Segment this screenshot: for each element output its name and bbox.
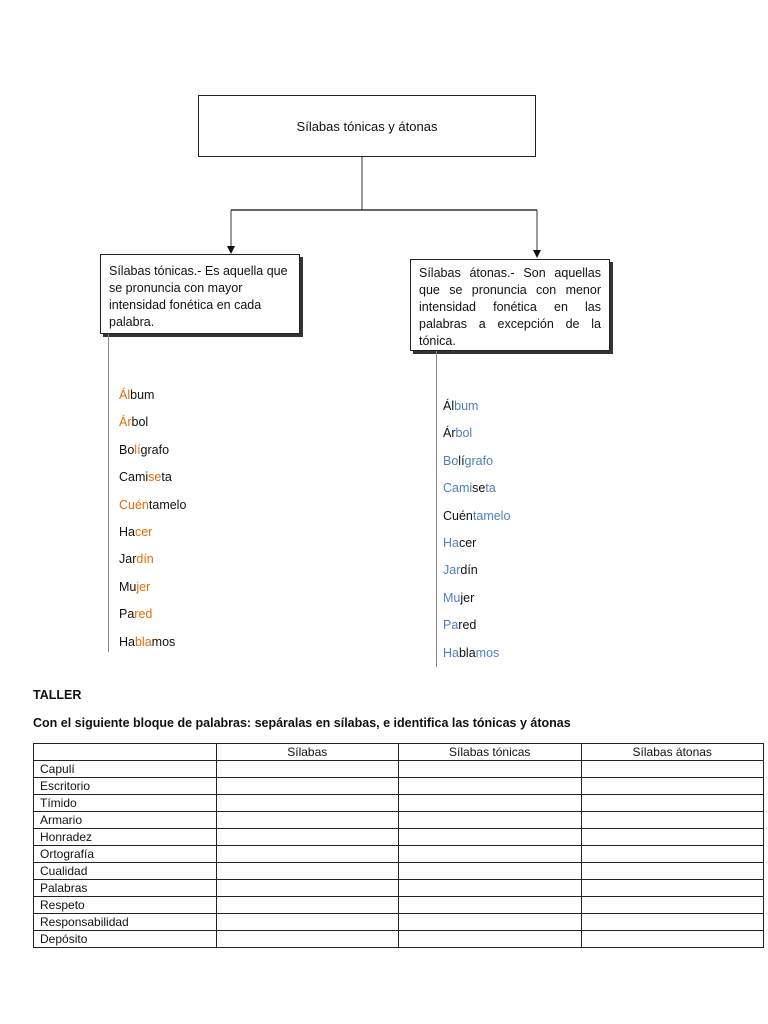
table-row: [34, 863, 764, 880]
tonicas-word: [119, 470, 186, 497]
column-header: [34, 744, 217, 761]
answer-cell[interactable]: [581, 795, 764, 812]
tonicas-word: [119, 635, 186, 662]
answer-cell[interactable]: [399, 829, 582, 846]
syllable: Bo: [443, 453, 459, 468]
word-cell: Tímido: [34, 795, 217, 812]
tonicas-word: [119, 498, 186, 525]
syllable: lí: [458, 453, 465, 468]
answer-cell[interactable]: [216, 863, 399, 880]
syllable: Cami: [443, 481, 473, 496]
diagram-title-box: [198, 95, 536, 157]
syllable: red: [458, 618, 477, 633]
syllable: Jar: [443, 563, 461, 578]
answer-cell[interactable]: [216, 897, 399, 914]
atonas-word: [443, 399, 510, 426]
syllable: jer: [460, 590, 475, 605]
table-row: [34, 812, 764, 829]
tonicas-word: [119, 607, 186, 634]
syllable: cer: [134, 524, 153, 539]
answer-cell[interactable]: [216, 795, 399, 812]
word-cell: Palabras: [34, 880, 217, 897]
atonas-word: [443, 481, 510, 508]
syllable: red: [134, 607, 153, 622]
atonas-word: [443, 454, 510, 481]
syllable: cer: [458, 535, 477, 550]
word-cell: Escritorio: [34, 778, 217, 795]
table-row: [34, 914, 764, 931]
answer-cell[interactable]: [399, 795, 582, 812]
table-row: [34, 931, 764, 948]
answer-cell[interactable]: [581, 829, 764, 846]
column-header: Sílabas tónicas: [399, 744, 582, 761]
answer-cell[interactable]: [216, 812, 399, 829]
syllable: Cuén: [443, 508, 473, 523]
word-cell: Ortografía: [34, 846, 217, 863]
taller-instruction: Con el siguiente bloque de palabras: sepáralas en sílabas, e identifica las tónicas y átonas: [33, 716, 571, 730]
word-cell: Cualidad: [34, 863, 217, 880]
atonas-word: [443, 618, 510, 645]
column-header: Sílabas: [216, 744, 399, 761]
tonicas-definition: Sílabas tónicas.- Es aquella que se pronuncia con mayor intensidad fonética en cada palabra.: [109, 264, 288, 329]
table-row: [34, 778, 764, 795]
syllable: Ár: [119, 415, 132, 430]
answer-cell[interactable]: [581, 863, 764, 880]
syllable: dín: [136, 552, 154, 567]
answer-cell[interactable]: [581, 914, 764, 931]
answer-cell[interactable]: [399, 880, 582, 897]
answer-cell[interactable]: [581, 761, 764, 778]
table-row: [34, 795, 764, 812]
answer-cell[interactable]: [581, 897, 764, 914]
syllable: Jar: [119, 552, 137, 567]
tonicas-word: [119, 415, 186, 442]
answer-cell[interactable]: [399, 863, 582, 880]
atonas-word: [443, 426, 510, 453]
tonicas-word: [119, 552, 186, 579]
syllable: Bo: [119, 442, 135, 457]
answer-cell[interactable]: [399, 812, 582, 829]
syllable: tamelo: [472, 508, 511, 523]
answer-cell[interactable]: [399, 846, 582, 863]
word-cell: Capulí: [34, 761, 217, 778]
syllable: jer: [136, 579, 151, 594]
syllable: grafo: [140, 442, 170, 457]
syllable: Ha: [443, 645, 459, 660]
atonas-word: [443, 646, 510, 673]
table-row: [34, 846, 764, 863]
table-row: [34, 880, 764, 897]
syllable: mos: [151, 634, 176, 649]
syllable: Ha: [443, 535, 459, 550]
answer-cell[interactable]: [216, 880, 399, 897]
syllable: Ál: [443, 399, 455, 413]
answer-cell[interactable]: [581, 812, 764, 829]
syllable: Mu: [443, 590, 461, 605]
answer-cell[interactable]: [216, 914, 399, 931]
workshop-table: [33, 743, 764, 948]
column-header: Sílabas átonas: [581, 744, 764, 761]
syllable: Cami: [119, 470, 149, 485]
syllable: grafo: [464, 453, 494, 468]
word-cell: Respeto: [34, 897, 217, 914]
table-row: [34, 897, 764, 914]
atonas-word: [443, 509, 510, 536]
syllable: ta: [161, 470, 172, 485]
tonicas-definition-box: [100, 254, 300, 334]
syllable: lí: [134, 442, 141, 457]
answer-cell[interactable]: [399, 761, 582, 778]
syllable: tamelo: [148, 497, 187, 512]
syllable: mos: [475, 645, 500, 660]
answer-cell[interactable]: [216, 761, 399, 778]
tonicas-word: [119, 525, 186, 552]
atonas-definition-box: [410, 259, 610, 351]
answer-cell[interactable]: [399, 914, 582, 931]
syllable: bum: [454, 399, 479, 413]
answer-cell[interactable]: [216, 778, 399, 795]
word-cell: Armario: [34, 812, 217, 829]
answer-cell[interactable]: [399, 778, 582, 795]
syllable: Ár: [443, 426, 456, 441]
syllable: bla: [134, 634, 152, 649]
syllable: Pa: [443, 618, 459, 633]
word-cell: Honradez: [34, 829, 217, 846]
syllable: se: [148, 470, 162, 485]
syllable: ta: [485, 481, 496, 496]
atonas-word-list: [443, 399, 510, 673]
answer-cell[interactable]: [399, 897, 582, 914]
syllable: bol: [131, 415, 149, 430]
atonas-word: [443, 536, 510, 563]
syllable: bla: [458, 645, 476, 660]
answer-cell[interactable]: [581, 931, 764, 948]
syllable: Pa: [119, 607, 135, 622]
tonicas-word: [119, 388, 186, 415]
syllable: Mu: [119, 579, 137, 594]
tonicas-word-list: [119, 388, 186, 662]
answer-cell[interactable]: [581, 778, 764, 795]
taller-heading: TALLER: [33, 688, 82, 702]
tonicas-word: [119, 443, 186, 470]
answer-cell[interactable]: [216, 931, 399, 948]
table-row: [34, 829, 764, 846]
syllable: se: [472, 481, 486, 496]
syllable: dín: [460, 563, 478, 578]
syllable: Ál: [119, 388, 131, 402]
table-row: [34, 761, 764, 778]
answer-cell[interactable]: [399, 931, 582, 948]
answer-cell[interactable]: [581, 880, 764, 897]
answer-cell[interactable]: [216, 846, 399, 863]
word-cell: Responsabilidad: [34, 914, 217, 931]
atonas-definition: Sílabas átonas.- Son aquellas que se pronuncia con menor intensidad fonética en las palabras a excepción de la tónica.: [419, 266, 601, 348]
table-header-row: [34, 744, 764, 761]
atonas-word: [443, 563, 510, 590]
tonicas-list-rule: [108, 334, 109, 652]
diagram-title: Sílabas tónicas y átonas: [296, 118, 438, 134]
syllable: bum: [130, 388, 155, 402]
answer-cell[interactable]: [581, 846, 764, 863]
syllable: bol: [455, 426, 473, 441]
syllable: Ha: [119, 524, 135, 539]
word-cell: Depósito: [34, 931, 217, 948]
syllable: Cuén: [119, 497, 149, 512]
atonas-word: [443, 591, 510, 618]
syllable: Ha: [119, 634, 135, 649]
atonas-list-rule: [436, 351, 437, 667]
tonicas-word: [119, 580, 186, 607]
answer-cell[interactable]: [216, 829, 399, 846]
